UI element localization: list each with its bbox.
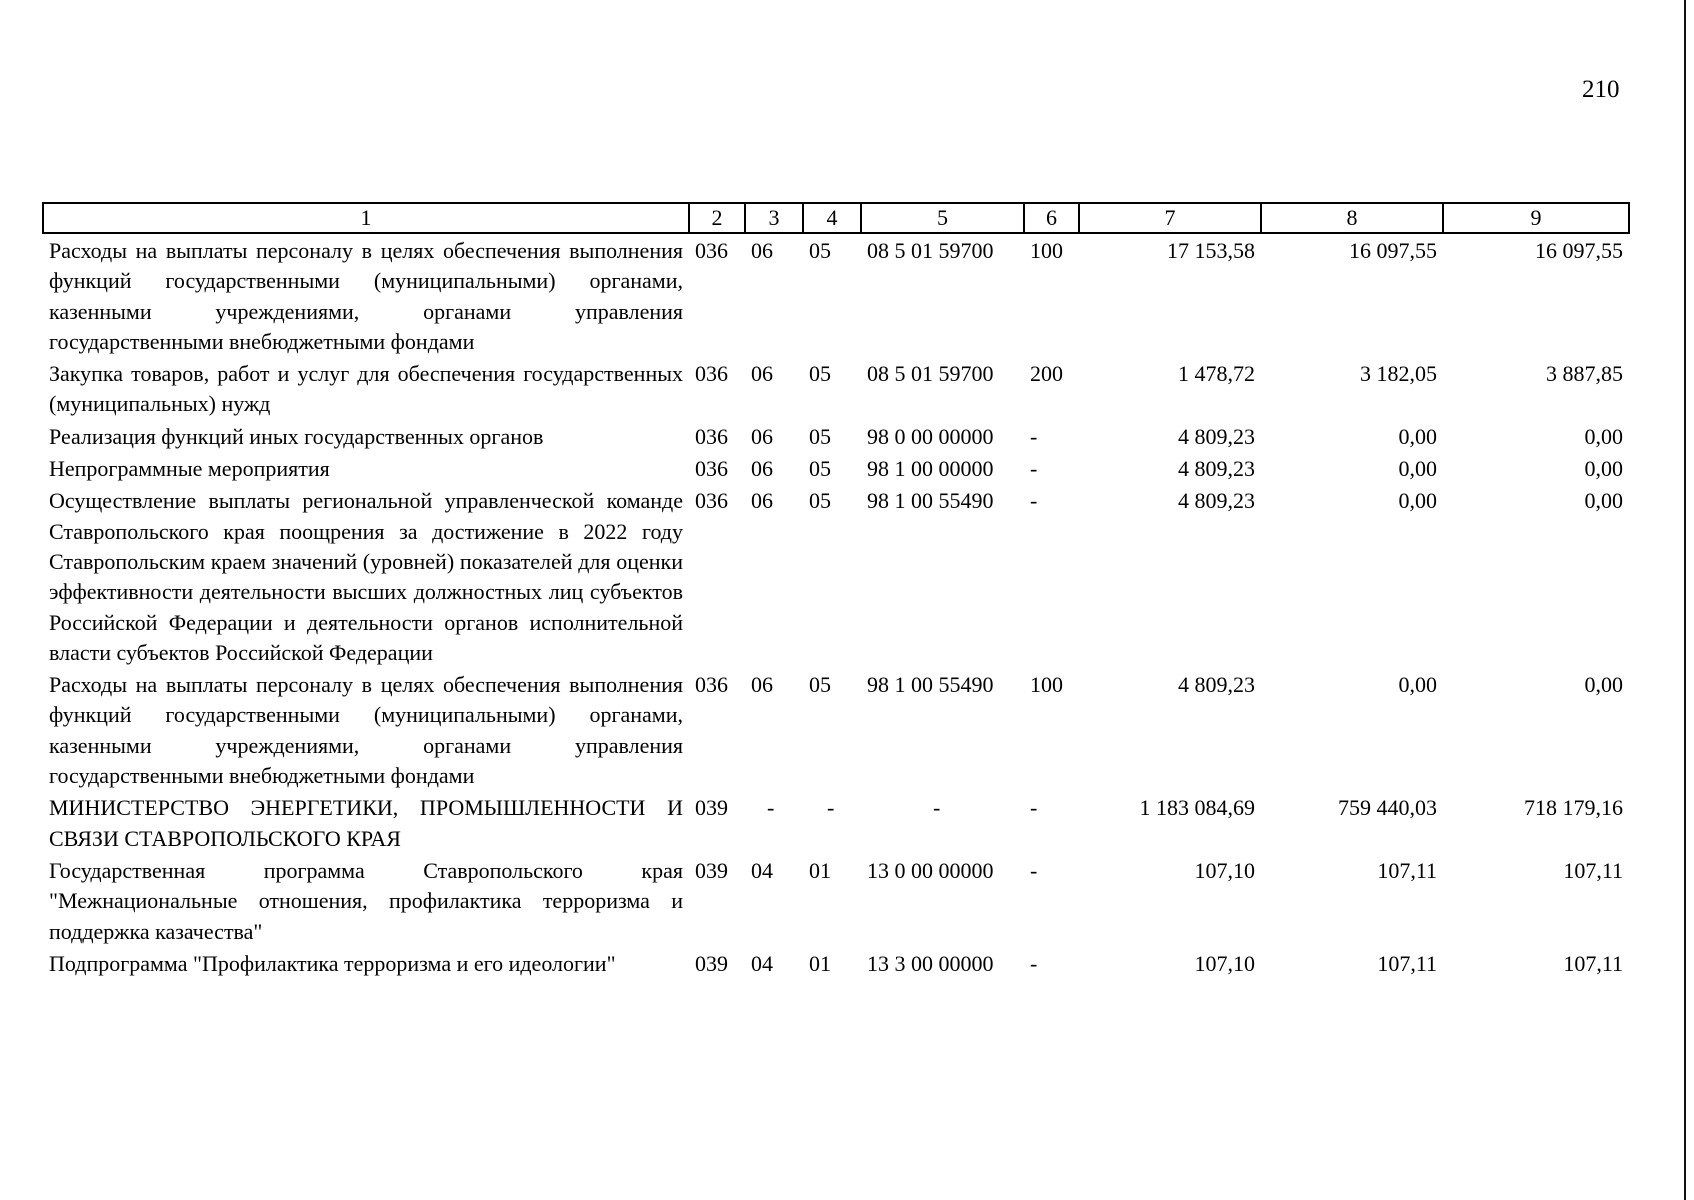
cell-subsection: 01 [809,950,831,976]
cell-target-article: 98 1 00 55490 [867,672,994,698]
cell-amount-3: 0,00 [1584,423,1623,449]
cell-expense-type: 200 [1030,361,1063,387]
cell-expense-type: - [1030,795,1038,821]
column-header: 2 [689,203,745,233]
cell-target-article: 08 5 01 59700 [867,361,994,387]
cell-amount-3: 3 887,85 [1546,361,1623,387]
row-name: МИНИСТЕРСТВО ЭНЕРГЕТИКИ, ПРОМЫШЛЕННОСТИ И СВЯЗИ СТАВРОПОЛЬСКОГО КРАЯ [49,795,683,851]
table-row [43,452,1629,484]
cell-target-article: 13 3 00 00000 [867,950,994,976]
column-header: 7 [1079,203,1261,233]
cell-amount-1: 4 809,23 [1178,423,1255,449]
cell-subsection: 01 [809,857,831,883]
row-name: Расходы на выплаты персоналу в целях обеспечения выполнения функций государственными (муниципальными) органами, казенными учреждениями, органами управления государственными внебюджетными фондами [49,238,683,354]
cell-subsection: 05 [809,423,831,449]
cell-admin-code: 039 [695,857,728,883]
cell-admin-code: 036 [695,238,728,263]
cell-subsection: 05 [809,488,831,514]
cell-admin-code: 036 [695,672,728,698]
column-header: 6 [1024,203,1079,233]
cell-amount-2: 759 440,03 [1338,795,1437,821]
cell-amount-1: 1 478,72 [1178,361,1255,387]
cell-amount-2: 107,11 [1377,857,1437,883]
budget-table [42,202,1630,979]
cell-target-article: 13 0 00 00000 [867,857,994,883]
cell-expense-type: - [1030,456,1038,482]
cell-amount-1: 4 809,23 [1178,672,1255,698]
cell-amount-2: 0,00 [1398,456,1437,482]
cell-amount-2: 0,00 [1398,488,1437,514]
table-row [43,420,1629,452]
cell-expense-type: - [1030,857,1038,883]
cell-section: 06 [751,238,773,263]
table-row [43,791,1629,854]
cell-admin-code: 039 [695,950,728,976]
cell-section: 06 [751,672,773,698]
row-name: Непрограммные мероприятия [49,456,330,482]
table-row [43,947,1629,979]
cell-amount-1: 17 153,58 [1167,238,1255,263]
cell-section: 06 [751,456,773,482]
cell-amount-3: 0,00 [1584,456,1623,482]
cell-amount-2: 3 182,05 [1360,361,1437,387]
column-header: 9 [1443,203,1629,233]
cell-amount-3: 718 179,16 [1524,795,1623,821]
row-name: Осуществление выплаты региональной управленческой команде Ставропольского края поощрения за достижение в 2022 году Ставропольским краем значений (уровней) показателей для оценки эффективности деятельности высших должностных лиц субъектов Российской Федерации и деятельности органов исполнительной власти субъектов Российской Федерации [49,488,683,665]
cell-section: 04 [751,857,773,883]
cell-amount-1: 4 809,23 [1178,456,1255,482]
cell-section: 06 [751,488,773,514]
cell-admin-code: 036 [695,488,728,514]
cell-amount-1: 107,10 [1194,857,1255,883]
cell-admin-code: 036 [695,456,728,482]
cell-section: 06 [751,423,773,449]
cell-amount-2: 0,00 [1398,423,1437,449]
cell-expense-type: - [1030,423,1038,449]
row-name: Закупка товаров, работ и услуг для обеспечения государственных (муниципальных) нужд [49,361,683,417]
cell-subsection: 05 [809,238,831,263]
cell-target-article: 08 5 01 59700 [867,238,994,263]
row-name: Расходы на выплаты персоналу в целях обеспечения выполнения функций государственными (муниципальными) органами, казенными учреждениями, органами управления государственными внебюджетными фондами [49,672,683,789]
cell-expense-type: 100 [1030,672,1063,698]
cell-admin-code: 036 [695,423,728,449]
cell-subsection: 05 [809,361,831,387]
column-header: 8 [1261,203,1443,233]
row-name: Реализация функций иных государственных органов [49,423,544,449]
table-row [43,484,1629,668]
cell-amount-1: 1 183 084,69 [1139,795,1255,821]
column-header: 1 [43,203,689,233]
cell-admin-code: 039 [695,795,728,821]
cell-amount-3: 107,11 [1563,950,1623,976]
cell-amount-2: 0,00 [1398,672,1437,698]
cell-target-article: 98 1 00 55490 [867,488,994,514]
cell-section: - [767,795,775,821]
table-row [43,357,1629,420]
cell-target-article: 98 0 00 00000 [867,423,994,449]
table-row [43,233,1629,357]
cell-amount-3: 16 097,55 [1535,238,1623,263]
column-header: 5 [861,203,1024,233]
cell-target-article: 98 1 00 00000 [867,456,994,482]
cell-amount-2: 107,11 [1377,950,1437,976]
table-row [43,668,1629,791]
cell-amount-3: 0,00 [1584,488,1623,514]
cell-amount-2: 16 097,55 [1349,238,1437,263]
page-edge-line [1684,0,1686,1200]
cell-subsection: 05 [809,456,831,482]
table-row [43,854,1629,947]
page-number: 210 [1582,76,1620,103]
cell-amount-3: 0,00 [1584,672,1623,698]
cell-amount-1: 107,10 [1194,950,1255,976]
cell-expense-type: 100 [1030,238,1063,263]
row-name: Государственная программа Ставропольского края "Межнациональные отношения, профилактика терроризма и поддержка казачества" [49,857,683,944]
cell-admin-code: 036 [695,361,728,387]
cell-subsection: 05 [809,672,831,698]
cell-section: 06 [751,361,773,387]
cell-section: 04 [751,950,773,976]
row-name: Подпрограмма "Профилактика терроризма и его идеологии" [49,950,616,976]
cell-expense-type: - [1030,488,1038,514]
cell-expense-type: - [1030,950,1038,976]
table-header-row [43,203,1629,233]
column-header: 3 [745,203,803,233]
cell-amount-3: 107,11 [1563,857,1623,883]
cell-target-article: - [933,795,941,821]
cell-amount-1: 4 809,23 [1178,488,1255,514]
column-header: 4 [803,203,861,233]
cell-subsection: - [827,795,835,821]
